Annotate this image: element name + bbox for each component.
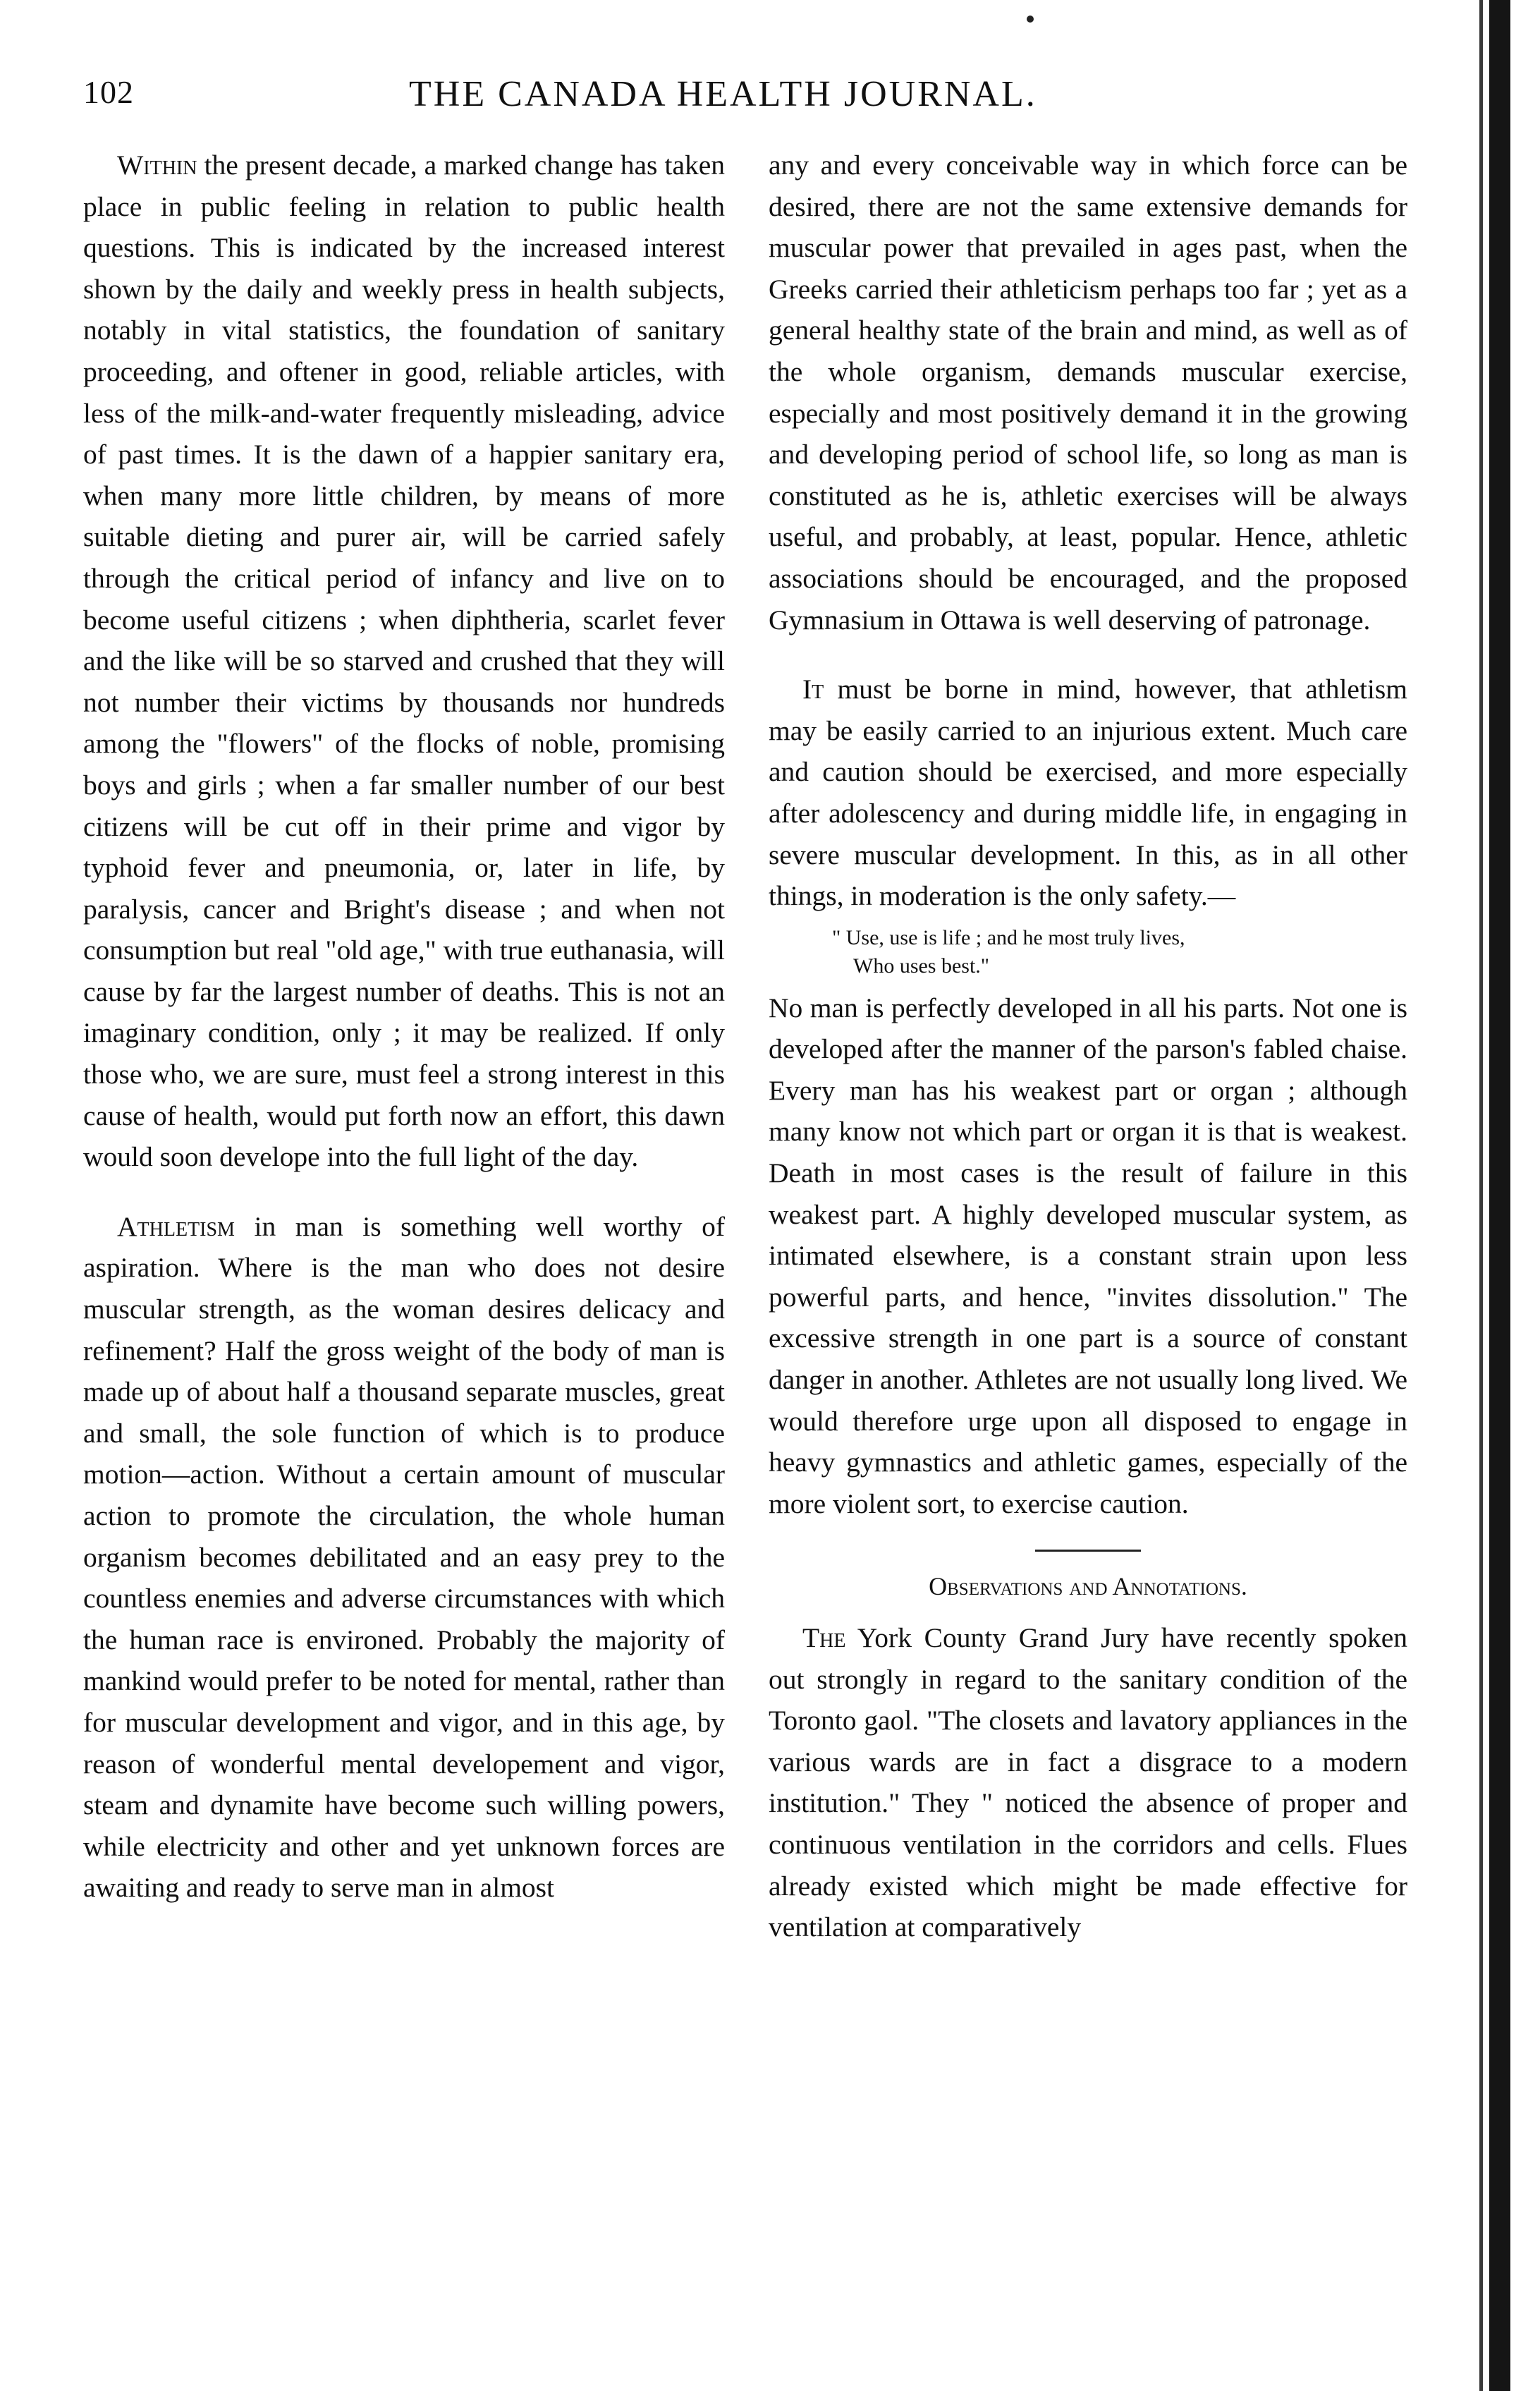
left-column [83,145,725,1909]
paragraph-lead-word: The [802,1622,846,1653]
paragraph-athletism [83,1206,725,1909]
paragraph-continuation: any and every conceivable way in which force can be desired, there are not the same extensive demands for muscular power that prevailed in ages past, when the Greeks carried their athleticism perhaps too far ; yet as a general healthy state of the brain and mind, as well as of the whole organism, demands muscular exercise, especially and most positively demand it in the growing and developing period of school life, so long as man is constituted as he is, athletic exercises will be always useful, and probably, at least, popular. Hence, athletic associations should be encouraged, and the proposed Gymnasium in Ottawa is well deserving of patronage. [769,150,1407,635]
print-speck [1027,16,1034,23]
section-divider [1035,1550,1141,1552]
quotation [832,924,1407,980]
paragraph-text: the present decade, a marked change has taken place in public feeling in relation to public health questions. This is indicated by the increased interest shown by the daily and weekly press in health subjects, notably in vital statistics, the foundation of sanitary proceeding, and oftener in good, reliable articles, with less of the milk-and-water frequently misleading, advice of past times. It is the dawn of a happier sanitary era, when many more little children, by means of more suitable dieting and purer air, will be carried safely through the critical period of infancy and live on to become useful citizens ; when diphtheria, scarlet fever and the like will be so starved and crushed that they will not number their victims by thousands nor hundreds among the "flowers" of the flocks of noble, promising boys and girls ; when a far smaller number of our best citizens will be cut off in their prime and vigor by typhoid fever and pneumonia, or, later in life, by paralysis, cancer and Bright's disease ; and when not consumption but real "old age," with true euthanasia, will cause by far the largest number of deaths. This is not an imaginary condition, only ; it may be realized. If only those who, we are sure, must feel a strong interest in this cause of health, would put forth now an effort, this dawn would soon develope into the full light of the day. [83,150,726,1173]
paragraph-development: No man is perfectly developed in all his parts. Not one is developed after the manner of the parson's fabled chaise. Every man has his weakest part or organ ; although many know not which part or organ it is that is weakest. Death in most cases is the result of failure in this weakest part. A highly developed muscular system, as intimated elsewhere, is a constant strain upon less powerful parts, and hence, "invites dissolution." The excessive strength in one part is a source of constant danger in another. Athletes are not usually long lived. We would therefore urge upon all disposed to engage in heavy gymnastics and athletic games, especially of the more violent sort, to exercise caution. [769,992,1407,1519]
paragraph-lead-word: Athletism [117,1210,235,1242]
paragraph-caution [769,669,1407,917]
paragraph-public-health [83,145,725,1178]
section-heading: Observations and Annotations. [929,1572,1247,1601]
paragraph-text: York County Grand Jury have recently spoken out strongly in regard to the sanitary condition of the Toronto gaol. "The closets and lavatory appliances in the various wards are in fact a disgrace to a modern institution." They " noticed the absence of proper and continuous ventilation in the corridors and cells. Flues already existed which might be made effective for ventilation at comparatively [769,1622,1407,1943]
right-column [769,145,1407,1948]
paragraph-lead-word: Within [117,150,197,181]
scan-edge-line [1479,0,1483,2391]
scan-edge-bar [1489,0,1510,2391]
page-number: 102 [83,74,134,110]
paragraph-text: in man is something well worthy of aspiration. Where is the man who does not desire muscular strength, as the woman desires delicacy and refinement? Half the gross weight of the body of man is made up of about half a thousand separate muscles, great and small, the sole function of which is to produce motion—action. Without a certain amount of muscular action to promote the circulation, the whole human organism becomes debilitated and an easy prey to the countless enemies and adverse circumstances with which the human race is environed. Probably the majority of mankind would prefer to be noted for mental, rather than for muscular development and vigor, and in this age, by reason of wonderful mental developement and vigor, steam and dynamite have become such willing powers, while electricity and other and yet unknown forces are awaiting and ready to serve man in almost [83,1210,726,1904]
paragraph-text: must be borne in mind, however, that athletism may be easily carried to an injurious extent. Much care and caution should be exercised, and more especially after adolescency and during middle life, in engaging in severe muscular development. In this, as in all other things, in moderation is the only safety.— [769,674,1407,912]
quotation-line: Who uses best." [853,954,990,978]
paragraph-grand-jury [769,1617,1407,1948]
quotation-line: " Use, use is life ; and he most truly lives, [832,925,1185,949]
page-header [83,73,1437,130]
journal-title: THE CANADA HEALTH JOURNAL. [409,74,1037,114]
paragraph-lead-word: It [802,674,824,705]
